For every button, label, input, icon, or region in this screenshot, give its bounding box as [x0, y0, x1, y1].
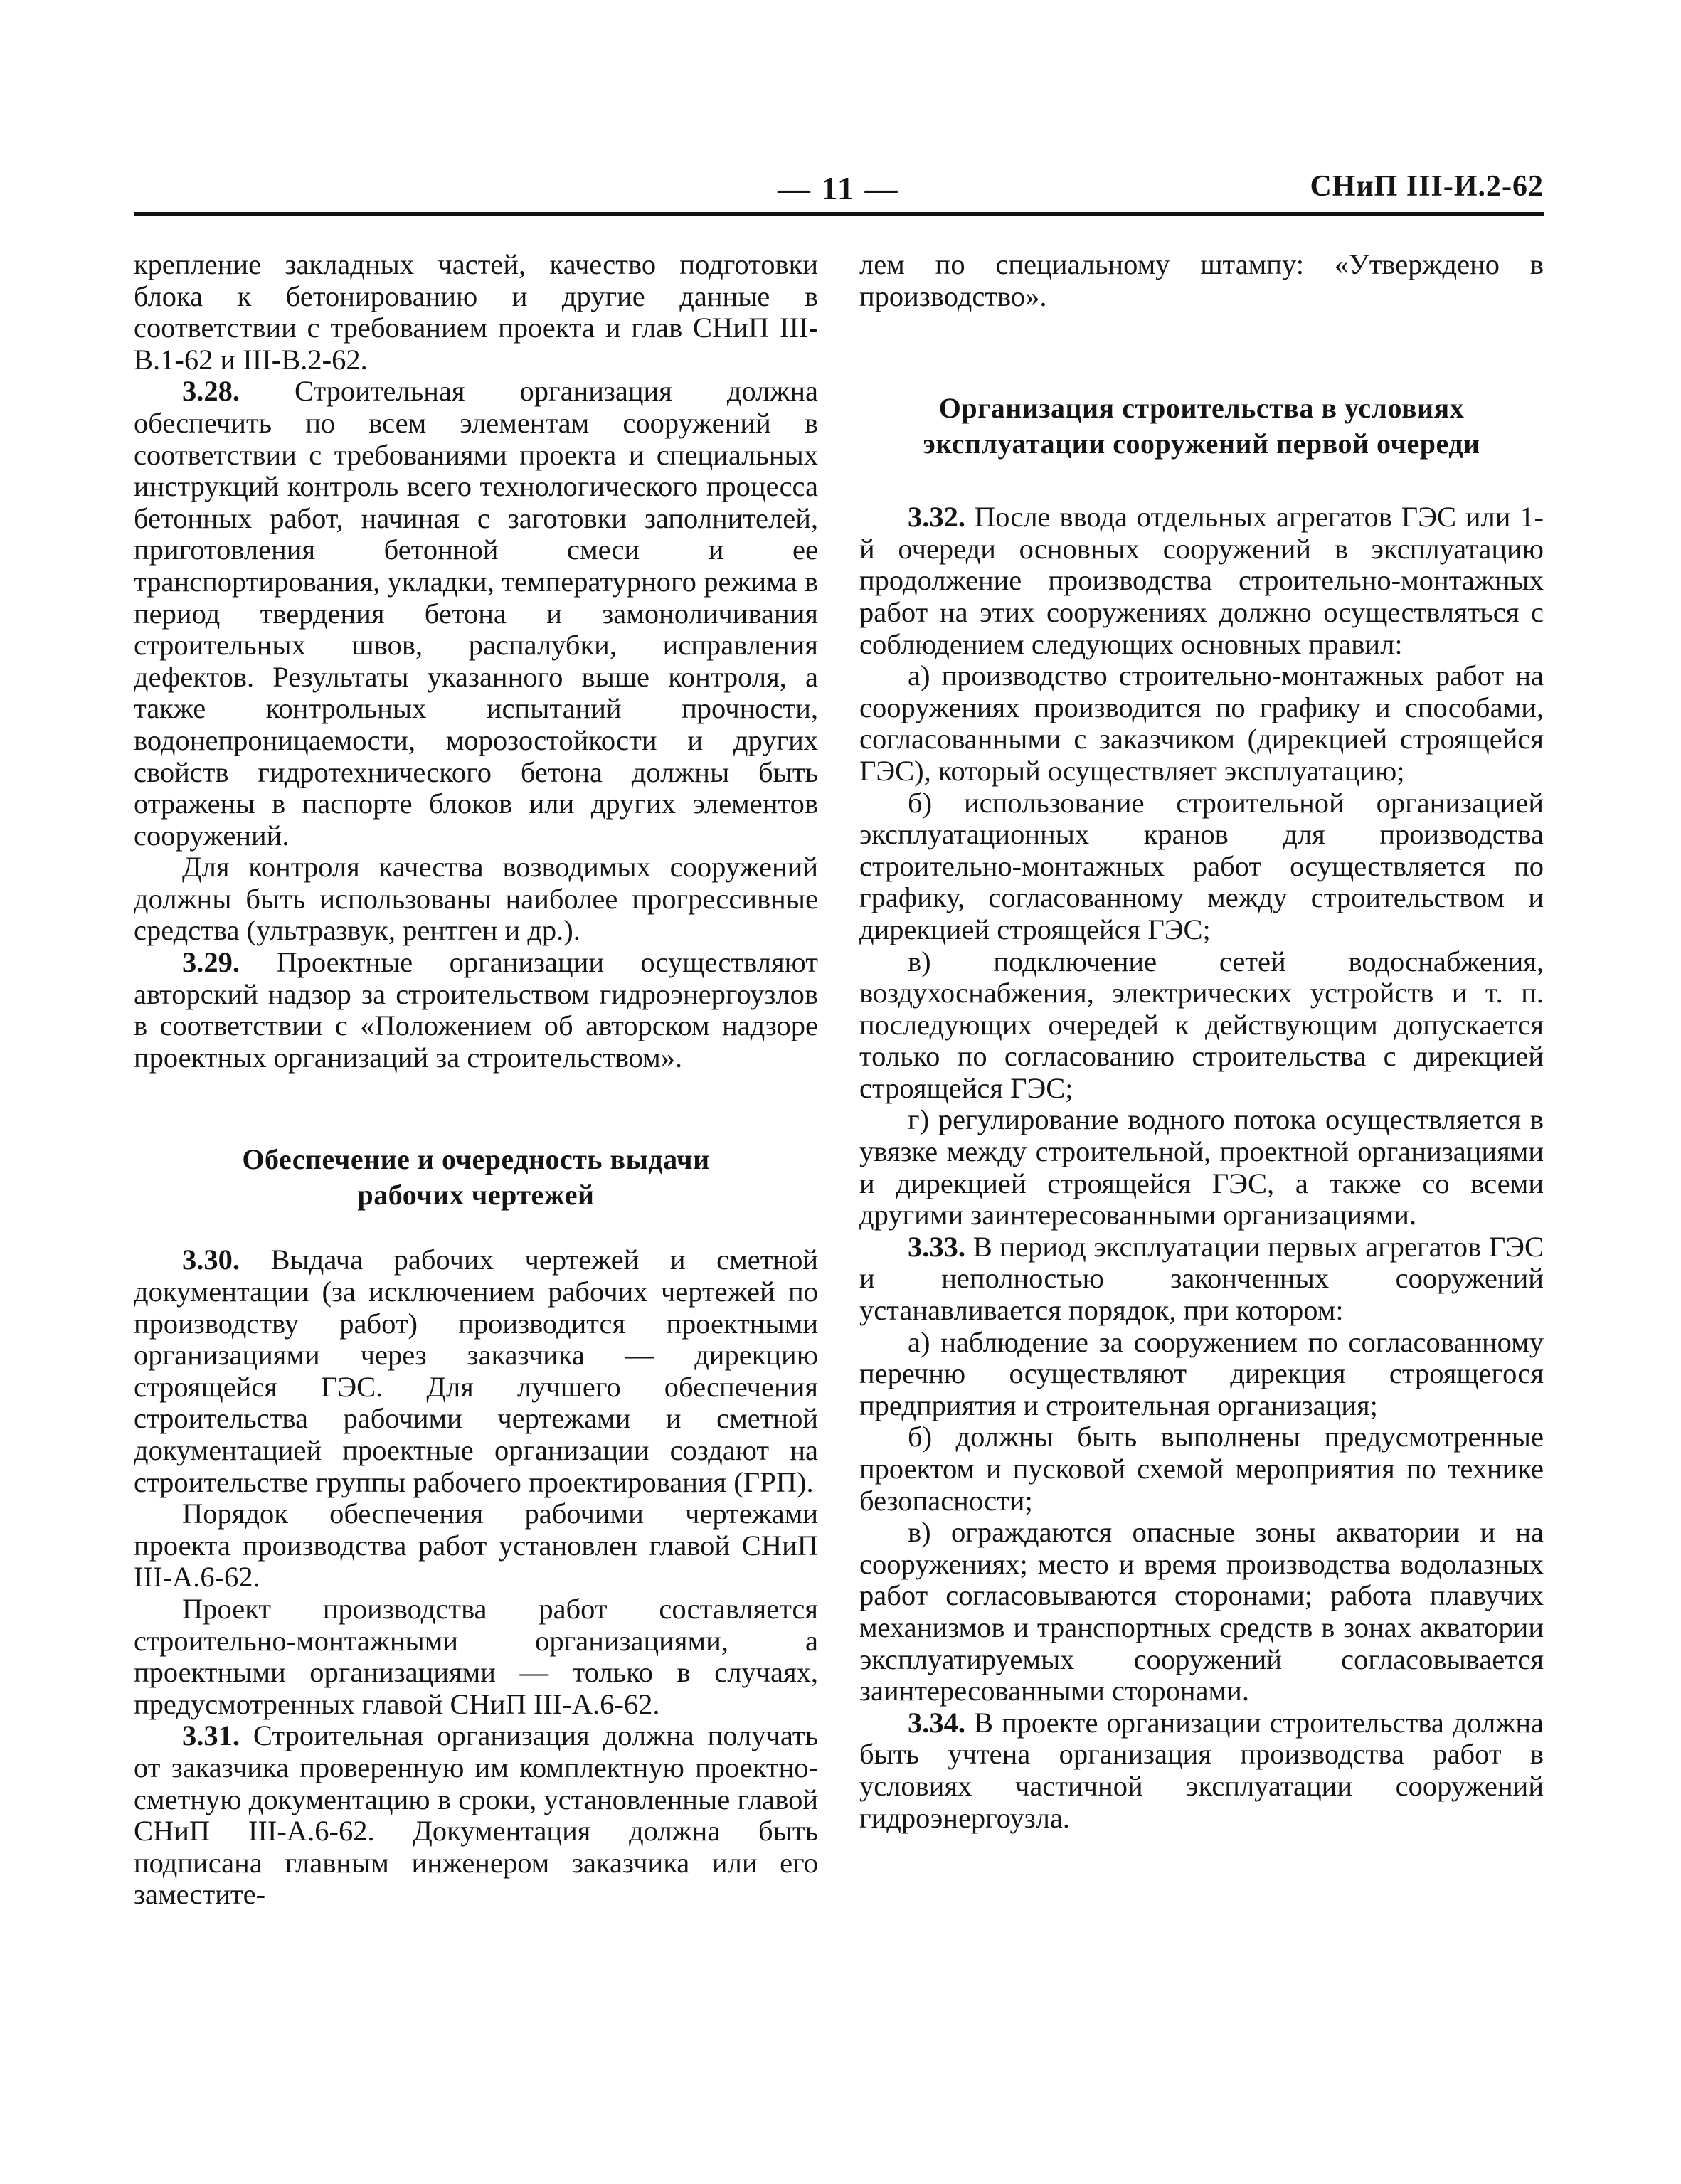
heading-line: эксплуатации сооружений первой очереди	[923, 428, 1480, 460]
paragraph-3-31	[134, 1720, 818, 1911]
clause-number: 3.32.	[908, 501, 965, 534]
clause-text: Выдача рабочих чертежей и сметной документации (за исключением рабочих чертежей по производству работ) производится проектными организациями через заказчика — дирекцию строящейся ГЭС. Для лучшего обеспечения строительства рабочими чертежами и сметной документацией проектные организации создают на строительстве группы рабочего проектирования (ГРП).	[134, 1244, 818, 1498]
clause-number: 3.31.	[182, 1719, 240, 1752]
paragraph-3-31-continuation: лем по специальному штампу: «Утверждено в производство».	[859, 248, 1544, 312]
list-item-a: а) наблюдение за сооружением по согласованному перечню осуществляют дирекция строящегося предприятия и строительная организация;	[859, 1325, 1544, 1421]
clause-text: После ввода отдельных агрегатов ГЭС или 1-й очереди основных сооружений в эксплуатацию продолжение производства строительно-монтажных работ на этих сооружениях должно осуществляться с соблюдением следующих основных правил:	[859, 501, 1544, 660]
list-item-a: а) производство строительно-монтажных работ на сооружениях производится по графику и способами, согласованными с заказчиком (дирекцией строящейся ГЭС), который осуществляет эксплуатацию;	[859, 659, 1544, 787]
heading-line: Обеспечение и очередность выдачи	[242, 1143, 710, 1176]
left-column	[134, 249, 818, 1911]
clause-number: 3.28.	[182, 375, 240, 408]
heading-line: Организация строительства в условиях	[938, 392, 1465, 425]
paragraph-drawings-order: Порядок обеспечения рабочими чертежами проекта производства работ установлен главой СНиП III-А.6-62.	[134, 1497, 818, 1594]
paragraph-quality-control: Для контроля качества возводимых сооружений должны быть использованы наиболее прогрессивные средства (ультразвук, рентген и др.).	[134, 851, 818, 947]
paragraph-3-32	[859, 502, 1544, 660]
paragraph-work-project: Проект производства работ составляется строительно-монтажными организациями, а проектными организациями — только в случаях, предусмотренных главой СНиП III-А.6-62.	[134, 1592, 818, 1720]
list-item-g: г) регулирование водного потока осуществляется в увязке между строительной, проектной организациями и дирекцией строящейся ГЭС, а также со всеми другими заинтересованными организациями.	[859, 1103, 1544, 1231]
document-code: СНиП III-И.2-62	[1310, 170, 1544, 203]
paragraph-3-30	[134, 1244, 818, 1498]
paragraph-intro-continuation: крепление закладных частей, качество подготовки блока к бетонированию и другие данные в соответствии с требованием проекта и глав СНиП III-В.1-62 и III-В.2-62.	[134, 248, 818, 376]
clause-number: 3.30.	[182, 1244, 240, 1276]
section-heading-drawings	[134, 1142, 818, 1213]
header-divider	[134, 212, 1544, 216]
list-item-b: б) использование строительной организацией эксплуатационных кранов для производства строительно-монтажных работ осуществляется по графику, согласованному между строительством и дирекцией строящейся ГЭС;	[859, 786, 1544, 945]
clause-number: 3.29.	[182, 946, 240, 979]
page-number: — 11 —	[778, 170, 899, 206]
list-item-b: б) должны быть выполнены предусмотренные проектом и пусковой схемой мероприятия по технике безопасности;	[859, 1421, 1544, 1517]
list-item-v: в) подключение сетей водоснабжения, воздухоснабжения, электрических устройств и т. п. последующих очередей к действующим допускается только по согласованию строительства с дирекцией строящейся ГЭС;	[859, 945, 1544, 1104]
clause-number: 3.33.	[908, 1230, 965, 1263]
clause-text: В проекте организации строительства должна быть учтена организация производства работ в условиях частичной эксплуатации сооружений гидроэнергоузла.	[859, 1706, 1544, 1834]
section-heading-operation	[859, 391, 1544, 462]
paragraph-3-33	[859, 1231, 1544, 1327]
clause-text: Проектные организации осуществляют авторский надзор за строительством гидроэнергоузлов в соответствии с «Положением об авторском надзоре проектных организаций за строительством».	[134, 946, 818, 1074]
paragraph-3-29	[134, 947, 818, 1074]
clause-number: 3.34.	[908, 1706, 965, 1739]
page-header	[134, 161, 1544, 218]
list-item-v: в) ограждаются опасные зоны акватории и на сооружениях; место и время производства водолазных работ согласовываются сторонами; работа плавучих механизмов и транспортных средств в зонах акватории эксплуатируемых сооружений согласовывается заинтересованными сторонами.	[859, 1516, 1544, 1707]
heading-line: рабочих чертежей	[357, 1179, 595, 1212]
clause-text: Строительная организация должна получать от заказчика проверенную им комплектную проектно-сметную документацию в сроки, установленные главой СНиП III-А.6-62. Документация должна быть подписана главным инженером заказчика или его заместите-	[134, 1719, 818, 1911]
paragraph-3-34	[859, 1707, 1544, 1834]
paragraph-3-28	[134, 376, 818, 852]
clause-text: В период эксплуатации первых агрегатов ГЭС и неполностью законченных сооружений устанавливается порядок, при котором:	[859, 1230, 1544, 1327]
clause-text: Строительная организация должна обеспечить по всем элементам сооружений в соответствии с требованиями проекта и специальных инструкций контроль всего технологического процесса бетонных работ, начиная с заготовки заполнителей, приготовления бетонной смеси и ее транспортирования, укладки, температурного режима в период твердения бетона и замоноличивания строительных швов, распалубки, исправления дефектов. Результаты указанного выше контроля, а также контрольных испытаний прочности, водонепроницаемости, морозостойкости и других свойств гидротехнического бетона должны быть отражены в паспорте блоков или других элементов сооружений.	[134, 375, 818, 852]
right-column	[859, 249, 1544, 1834]
